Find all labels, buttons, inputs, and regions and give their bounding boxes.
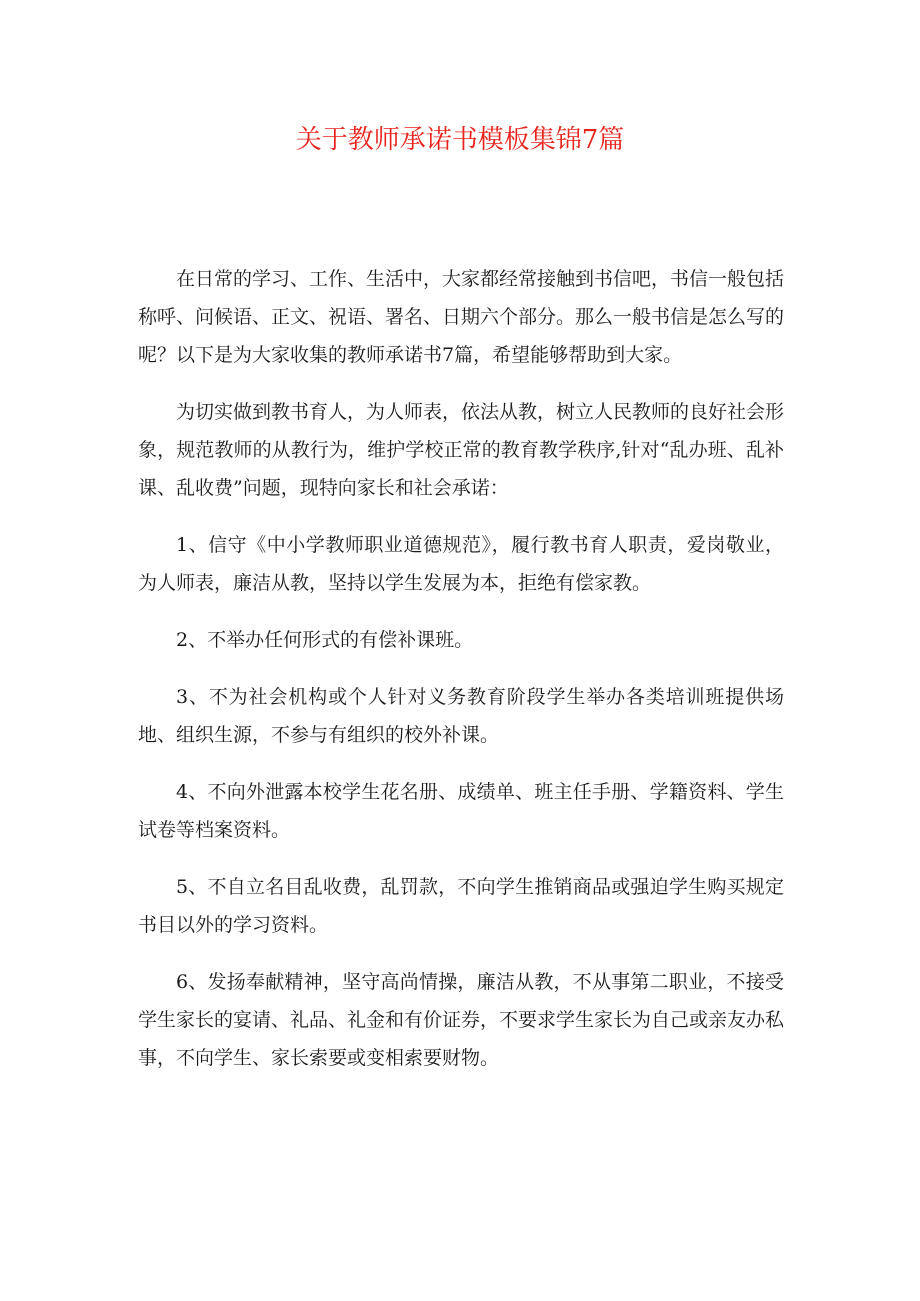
paragraph-item-2: 2、不举办任何形式的有偿补课班。 bbox=[176, 629, 474, 651]
paragraph-item-6: 6、发扬奉献精神，坚守高尚情操，廉洁从教，不从事第二职业，不接受学生家长的宴请、礼品、礼金和有价证券，不要求学生家长为自己或亲友办私事，不向学生、家长索要或变相索要财物。 bbox=[138, 971, 785, 1069]
paragraph-item-5: 5、不自立名目乱收费，乱罚款，不向学生推销商品或强迫学生购买规定书目以外的学习资料。 bbox=[138, 876, 784, 936]
document-body bbox=[138, 260, 784, 1096]
paragraph-item-1: 1、信守《中小学教师职业道德规范》，履行教书育人职责，爱岗敬业，为人师表，廉洁从教，坚持以学生发展为本，拒绝有偿家教。 bbox=[138, 534, 784, 594]
paragraph-intro: 在日常的学习、工作、生活中，大家都经常接触到书信吧，书信一般包括称呼、问候语、正文、祝语、署名、日期六个部分。那么一般书信是怎么写的呢？以下是为大家收集的教师承诺书7篇，希望能够帮助到大家。 bbox=[138, 268, 785, 366]
paragraph-item-4: 4、不向外泄露本校学生花名册、成绩单、班主任手册、学籍资料、学生试卷等档案资料。 bbox=[138, 781, 784, 841]
paragraph-pledge-preamble: 为切实做到教书育人，为人师表，依法从教，树立人民教师的良好社会形象，规范教师的从教行为，维护学校正常的教育教学秩序,针对“乱办班、乱补课、乱收费”问题，现特向家长和社会承诺： bbox=[138, 401, 785, 499]
document-title: 关于教师承诺书模板集锦7篇 bbox=[295, 125, 625, 155]
paragraph-item-3: 3、不为社会机构或个人针对义务教育阶段学生举办各类培训班提供场地、组织生源，不参与有组织的校外补课。 bbox=[138, 686, 784, 746]
